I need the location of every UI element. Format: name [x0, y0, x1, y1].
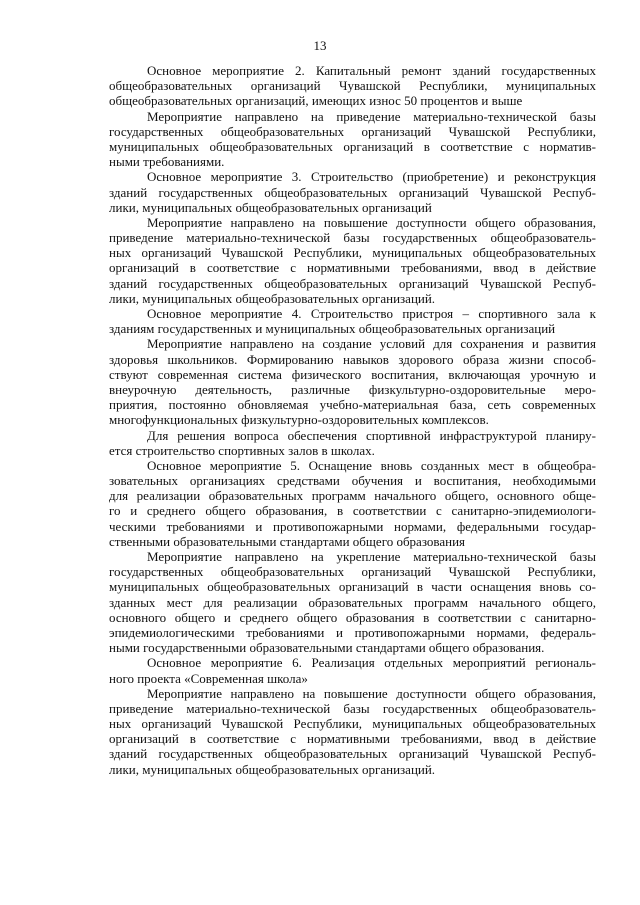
text-line: ственными образовательными стандартами общего образования: [109, 533, 466, 549]
text-line: Основное мероприятие 6. Реализация отдельных мероприятий региональ-: [147, 655, 596, 671]
text-line: Мероприятие направлено на укрепление материально-технической базы: [147, 549, 596, 564]
text-line: ется строительство спортивных залов в школах.: [109, 442, 375, 458]
text-line: Основное мероприятие 5. Оснащение вновь созданных мест в общеобра-: [147, 457, 596, 473]
paragraph: [109, 306, 596, 336]
text-line: Основное мероприятие 4. Строительство пристроя – спортивного зала к: [147, 306, 596, 321]
text-line: организаций в соответствие с нормативными требованиями, ввод в действие: [109, 731, 596, 747]
text-line: здоровья школьников. Формированию навыков здорового образа жизни способ-: [109, 351, 596, 367]
text-line: организаций в соответствие с нормативными требованиями, ввод в действие: [109, 260, 596, 276]
text-line: многофункциональных физкультурно-оздоровительных комплексов.: [109, 412, 489, 428]
document-body: [109, 63, 596, 777]
text-line: Мероприятие направлено на повышение доступности общего образования,: [147, 214, 596, 230]
paragraph: [109, 215, 596, 306]
text-line: муниципальных общеобразовательных организаций в соответствие с норматив-: [109, 138, 596, 154]
text-line: эпидемиологическими требованиями и противопожарными нормами, федераль-: [109, 624, 596, 640]
text-line: государственных общеобразовательных организаций Чувашской Республики,: [109, 564, 596, 580]
text-line: ствуют современная система физического воспитания, включающая урочную и: [109, 366, 596, 382]
text-line: государственных общеобразовательных организаций Чувашской Республики,: [109, 123, 596, 139]
text-line: общеобразовательных организаций Чувашской Республики, муниципальных: [109, 78, 596, 94]
text-line: Мероприятие направлено на повышение доступности общего образования,: [147, 685, 596, 701]
text-line: общеобразовательных организаций, имеющих износ 50 процентов и выше: [109, 93, 523, 109]
text-line: ными государственными образовательными стандартами общего образования.: [109, 640, 545, 656]
text-line: ных организаций Чувашской Республики, муниципальных общеобразовательных: [109, 716, 596, 732]
text-line: Основное мероприятие 3. Строительство (приобретение) и реконструкция: [147, 169, 596, 185]
text-line: зданных мест для реализации образовательных программ начального общего,: [109, 594, 596, 610]
paragraph: [109, 336, 596, 427]
text-line: приведение материально-технической базы государственных общеобразователь-: [109, 700, 596, 716]
text-line: лики, муниципальных общеобразовательных организаций.: [109, 761, 436, 777]
text-line: ными требованиями.: [109, 154, 225, 170]
text-line: Основное мероприятие 2. Капитальный ремонт зданий государственных: [147, 63, 596, 78]
text-line: Мероприятие направлено на приведение материально-технической базы: [147, 108, 596, 124]
text-line: внеурочную деятельность, различные физкультурно-оздоровительные меро-: [109, 381, 596, 397]
paragraph: [109, 428, 596, 458]
text-line: зданий государственных общеобразовательных организаций Чувашской Респуб-: [109, 184, 596, 200]
text-line: лики, муниципальных общеобразовательных организаций.: [109, 290, 436, 306]
text-line: зданий государственных общеобразовательных организаций Чувашской Респуб-: [109, 275, 596, 291]
paragraph: [109, 686, 596, 777]
text-line: зданий государственных общеобразовательных организаций Чувашской Респуб-: [109, 746, 596, 762]
text-line: го и среднего общего образования, в соответствии с санитарно-эпидемиологи-: [109, 503, 596, 519]
paragraph: [109, 169, 596, 215]
text-line: Для решения вопроса обеспечения спортивной инфраструктурой планиру-: [147, 427, 596, 443]
text-line: ческими требованиями и противопожарными нормами, федеральными государ-: [109, 518, 596, 534]
paragraph: [109, 109, 596, 170]
text-line: ных организаций Чувашской Республики, муниципальных общеобразовательных: [109, 245, 596, 261]
paragraph: [109, 458, 596, 549]
text-line: приятия, постоянно обновляемая учебно-материальная база, сеть современных: [109, 397, 596, 413]
paragraph: [109, 655, 596, 685]
page-number: 13: [313, 38, 327, 53]
text-line: зданиям государственных и муниципальных общеобразовательных организаций: [109, 321, 556, 337]
paragraph: [109, 549, 596, 655]
text-line: ного проекта «Современная школа»: [109, 670, 308, 686]
text-line: Мероприятие направлено на создание условий для сохранения и развития: [147, 336, 596, 352]
paragraph: [109, 63, 596, 109]
text-line: приведение материально-технической базы государственных общеобразователь-: [109, 230, 596, 246]
text-line: зовательных организациях средствами обучения и воспитания, необходимыми: [109, 473, 596, 489]
text-line: для реализации образовательных программ начального общего, основного обще-: [109, 488, 596, 504]
text-line: муниципальных общеобразовательных организаций в части оснащения вновь со-: [109, 579, 596, 595]
text-line: лики, муниципальных общеобразовательных организаций: [109, 199, 432, 215]
text-line: основного общего и среднего общего образования в соответствии с санитарно-: [109, 609, 596, 625]
